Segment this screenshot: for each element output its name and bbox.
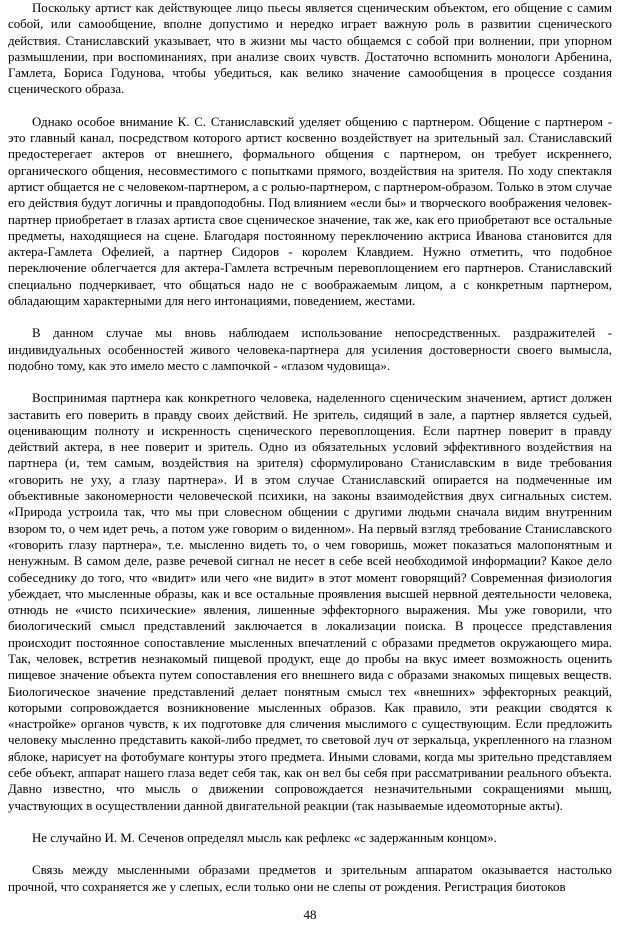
paragraph-direct-stimuli: В данном случае мы вновь наблюдаем использование непосредственных. раздражителей - индивидуальных особенностей живого человека-партнера для усиления достоверности своего вымысла, подобно тому, как это имело место с лампочкой - «глазом чудовища». (8, 326, 612, 373)
paragraph-gap (8, 846, 612, 862)
paragraph-gap (8, 98, 612, 114)
paragraph-sechenov: Не случайно И. М. Сеченов определял мысль как рефлекс «с задержанным концом». (32, 830, 497, 845)
paragraph-mental-images: Связь между мысленными образами предметов и зрительным аппаратом оказывается настолько прочной, что сохраняется же у слепых, если только они не слепы от рождения. Регистрация биотоков (8, 863, 612, 894)
paragraph-partner-communication: Однако особое внимание К. С. Станиславский уделяет общению с партнером. Общение с партнером - это главный канал, посредством которого артист косвенно воздействует на зрительный зал. Станиславский предостерегает актеров от внешнего, формального общения с партнером, он требует искреннего, органического общения, несовместимого с попытками прямого, воздействия на зрителя. По ходу спектакля артист общается не с человеком-партнером, а с ролью-партнером, с партнером-образом. Только в этом случае его действия будут логичны и правдоподобны. Под влиянием «если бы» и творческого воображения человек-партнер приобретает в глазах артиста свое сценическое значение, так же, как его приобретают все остальные предметы, находящиеся на сцене. Благодаря постоянному переключению актриса Иванова становится для актера-Гамлета Офелией, а партнер Сидоров - королем Клавдием. Нужно отметить, что подобное переключение облегчается для актера-Гамлета встречным перевоплощением его партнеров. Станиславский специально подчеркивает, что общаться надо не с воображаемым лицом, а с конкретным партнером, обладающим характерными для него интонациями, поведением, жестами. (8, 114, 612, 309)
paragraph-gap (8, 309, 612, 325)
page-number: 48 (303, 907, 317, 922)
paragraph-gap (8, 814, 612, 830)
paragraph-self-communication: Поскольку артист как действующее лицо пьесы является сценическим объектом, его общение с самим собой, или самообщение, вполне допустимо и нередко играет важную роль в развитии сценического действия. Станиславский указывает, что в жизни мы часто общаемся с собой при волнении, при упорном размышлении, при воспоминаниях, при анализе своих чувств. Достаточно вспомнить монологи Арбенина, Гамлета, Бориса Годунова, чтобы убедиться, как велико значение самообщения в процессе создания сценического образа. (8, 1, 612, 97)
paragraph-partner-perception: Воспринимая партнера как конкретного человека, наделенного сценическим значением, артист должен заставить его поверить в правду своих действий. Не зритель, сидящий в зале, а партнер является судьей, оценивающим полноту и искренность сценического перевоплощения. Если партнер поверит в правду действий актера, в нее поверит и зритель. Одно из обязательных условий эффективного воздействия на партнера (и, тем самым, воздействия на зрителя) сформулировано Станиславским в виде требования «говорить не уху, а глазу партнера». И в этом случае Станиславский опирается на подмеченные им объективные закономерности человеческой психики, на законы взаимодействия двух сигнальных систем. «Природа устроила так, что мы при словесном общении с другими людьми сначала видим внутренним взором то, о чем идет речь, а потом уже говорим о виденном». На первый взгляд требование Станиславского «говорить глазу партнера», т.е. мысленно видеть то, о чем говоришь, может показаться малопонятным и ненужным. В самом деле, разве речевой сигнал не несет в себе всей необходимой информации? Какое дело собеседнику до того, что «видит» или чего «не видит» в этот момент говорящий? Современная физиология убеждает, что мысленные образы, как и все остальные проявления высшей нервной деятельности человека, отнюдь не «чисто психические» явления, лишенные эффекторного выражения. Мы уже говорили, что биологический смысл представлений заключается в локализации поиска. В процессе представления происходит постоянное сопоставление мысленных впечатлений с образами предметов окружающего мира. Так, человек, встретив незнакомый пищевой продукт, еще до пробы на вкус имеет возможность оценить пищевое значение объекта путем сопоставления его внешнего вида с образами знакомых пищевых веществ. Биологическое значение представлений делает понятным смысл тех «внешних» эффекторных реакций, которыми сопровождается возникновение мысленных образов. Как правило, эти реакции сводятся к «настройке» органов чувств, к их подготовке для сличения мыслимого с существующим. Если предложить человеку мысленно представить какой-либо предмет, то световой луч от зеркальца, укрепленного на глазном яблоке, нарисует на фотобумаге контуры этого предмета. Иными словами, когда мы зрительно представляем себе объект, аппарат нашего глаза ведет себя так, как он вел бы себя при рассматривании реального объекта. Давно известно, что мысль о движении сопровождается незначительными сокращениями мышц, участвующих в осуществлении данной двигательной реакции (так называемые идеомоторные акты). (8, 391, 612, 813)
document-page (8, 0, 612, 931)
paragraph-gap (8, 374, 612, 390)
